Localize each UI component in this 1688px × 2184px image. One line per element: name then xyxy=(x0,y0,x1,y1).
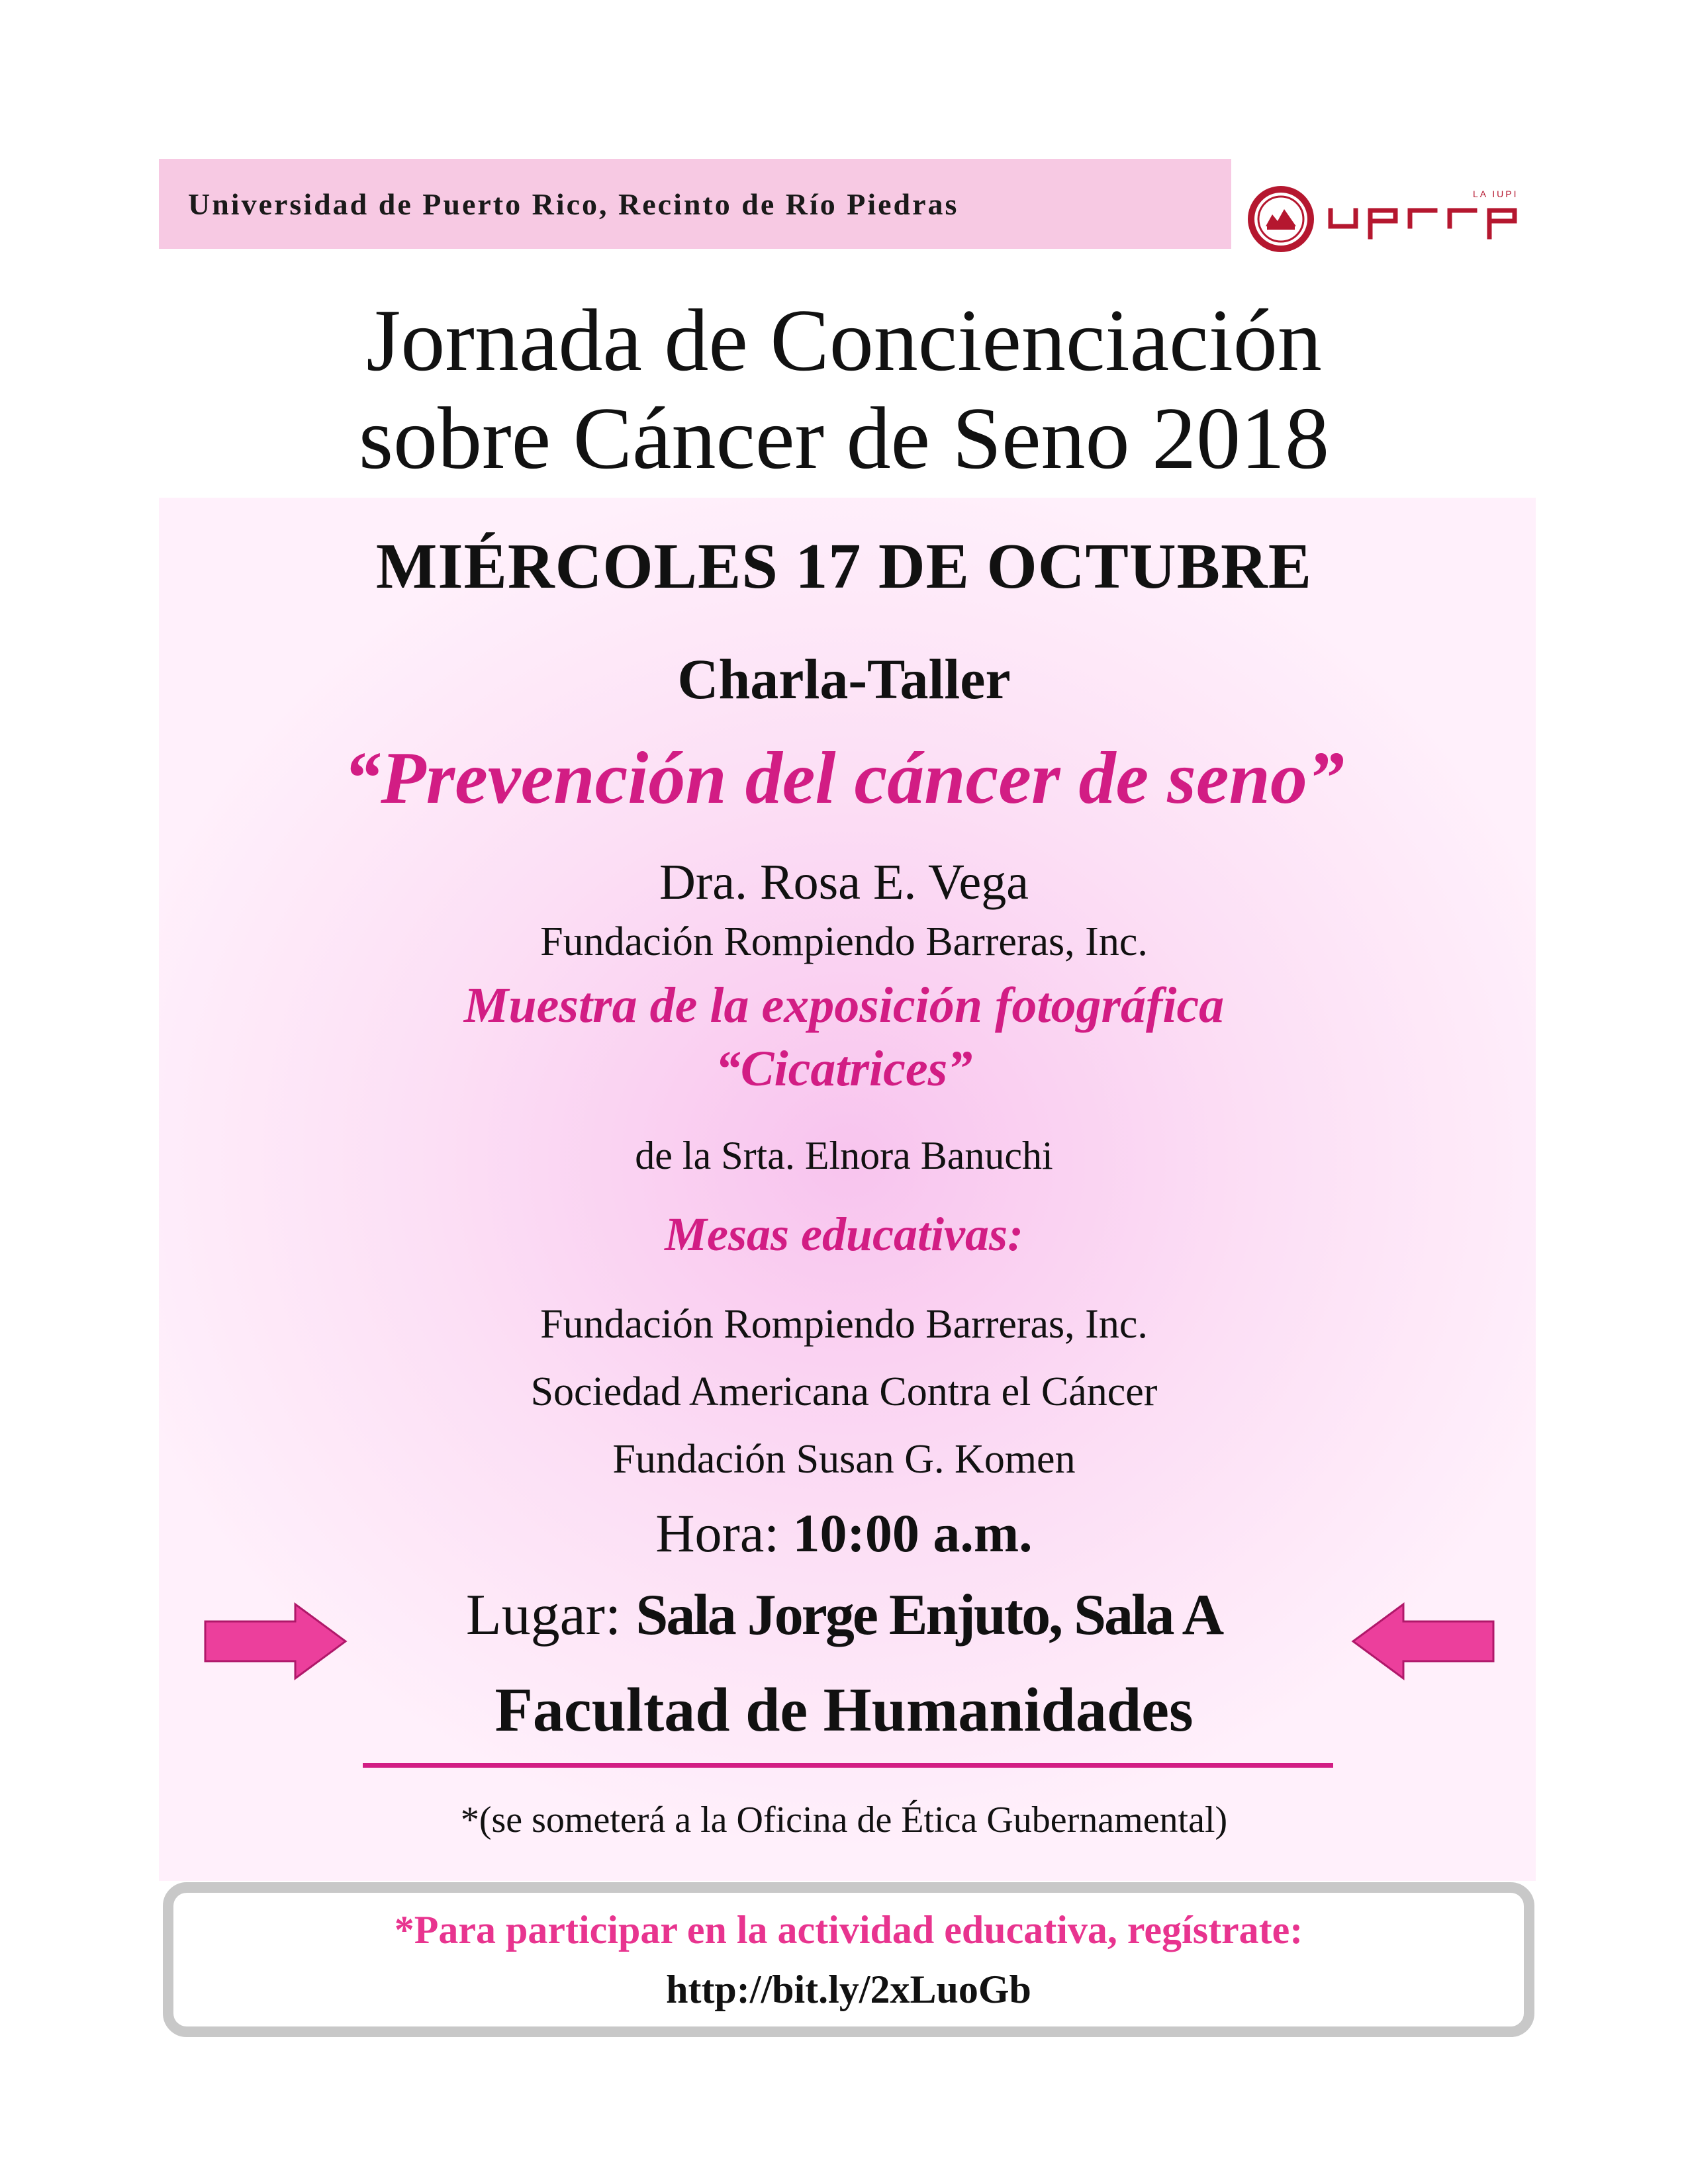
registration-text: *Para participar en la actividad educativa, regístrate: xyxy=(394,1908,1303,1952)
tables-list xyxy=(0,1291,1688,1493)
uprrp-seal-icon xyxy=(1248,186,1314,252)
event-title xyxy=(0,291,1688,487)
registration-link[interactable]: http://bit.ly/2xLuoGb xyxy=(666,1968,1031,2011)
talk-type: Charla-Taller xyxy=(677,647,1011,711)
tables-heading: Mesas educativas: xyxy=(665,1208,1023,1261)
speaker-name: Dra. Rosa E. Vega xyxy=(659,854,1029,910)
ethics-note: *(se someterá a la Oficina de Ética Gubernamental) xyxy=(460,1799,1228,1841)
faculty-underline xyxy=(363,1763,1333,1768)
place-value: Sala Jorge Enjuto, Sala A xyxy=(635,1583,1223,1647)
faculty-name: Facultad de Humanidades xyxy=(494,1676,1194,1745)
event-date: MIÉRCOLES 17 DE OCTUBRE xyxy=(375,531,1313,602)
institution-banner xyxy=(159,159,1231,249)
exhibit-heading: Muestra de la exposición fotográfica xyxy=(463,978,1225,1033)
registration-box xyxy=(163,1882,1534,2037)
event-time xyxy=(0,1502,1688,1565)
list-item: Sociedad Americana Contra el Cáncer xyxy=(530,1369,1158,1414)
institution-name: Universidad de Puerto Rico, Recinto de Río Piedras xyxy=(188,187,959,221)
title-line-1: Jornada de Concienciación xyxy=(366,291,1322,389)
speaker-organization: Fundación Rompiendo Barreras, Inc. xyxy=(540,919,1148,964)
title-line-2: sobre Cáncer de Seno 2018 xyxy=(358,389,1330,487)
list-item: Fundación Susan G. Komen xyxy=(612,1437,1076,1482)
svg-text:LA IUPI: LA IUPI xyxy=(1473,189,1519,199)
arrow-left-icon xyxy=(1350,1602,1496,1681)
exhibit-author: de la Srta. Elnora Banuchi xyxy=(635,1134,1053,1177)
time-value: 10:00 a.m. xyxy=(792,1503,1033,1563)
uprrp-logo xyxy=(1244,183,1523,255)
list-item: Fundación Rompiendo Barreras, Inc. xyxy=(540,1302,1148,1347)
talk-title: “Prevención del cáncer de seno” xyxy=(344,737,1344,819)
time-label: Hora: xyxy=(655,1503,793,1563)
exhibit-title: “Cicatrices” xyxy=(715,1041,973,1097)
place-label: Lugar: xyxy=(465,1583,636,1647)
